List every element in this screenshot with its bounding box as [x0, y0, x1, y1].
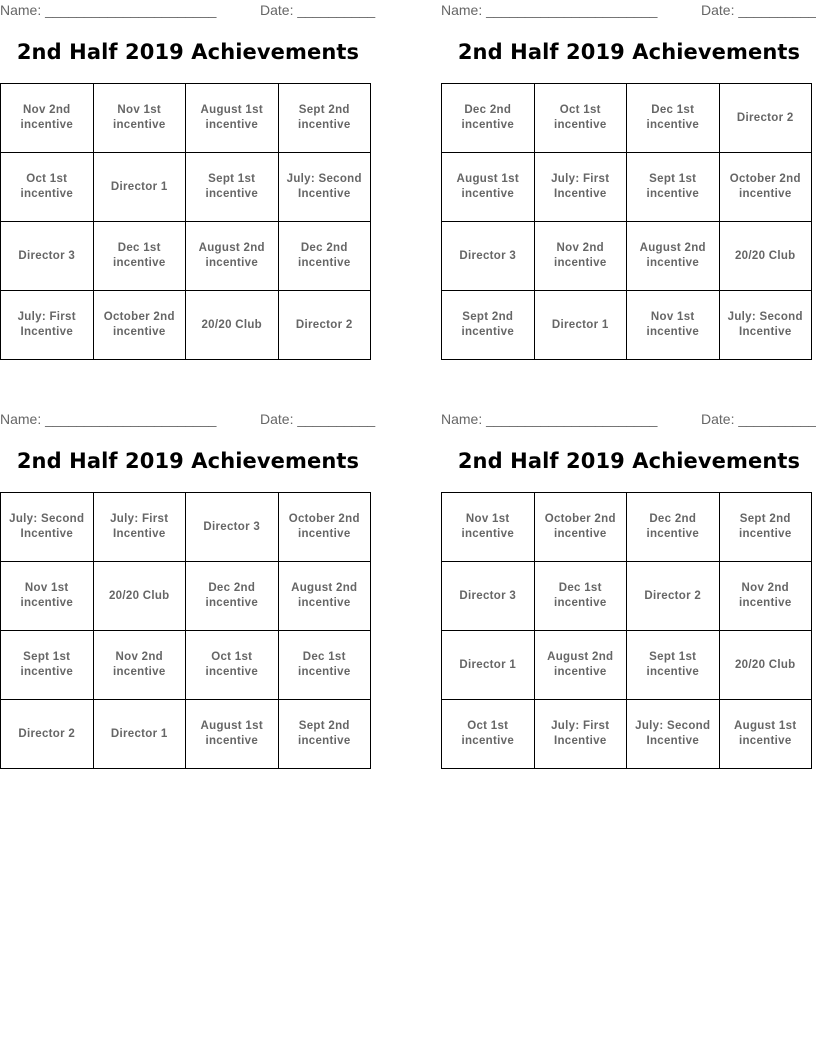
bingo-card [0, 0, 376, 338]
grid-cell: Dec 1st incentive [627, 84, 720, 153]
grid-row [442, 222, 812, 291]
grid-cell: August 2nd incentive [186, 222, 279, 291]
grid-cell: Director 3 [1, 222, 94, 291]
grid-row [442, 493, 812, 562]
card-title: 2nd Half 2019 Achievements [16, 40, 360, 64]
grid-cell: Sept 2nd incentive [278, 700, 371, 769]
grid-cell: August 2nd incentive [534, 631, 627, 700]
grid-row [1, 222, 371, 291]
bingo-card [0, 409, 376, 747]
grid-row [1, 493, 371, 562]
grid-cell: 20/20 Club [93, 562, 186, 631]
name-field-label: Name: ______________________ [0, 411, 217, 427]
date-field-label: Date: __________ [260, 411, 376, 427]
bingo-card [441, 409, 816, 747]
grid-cell: 20/20 Club [719, 631, 812, 700]
grid-cell: July: Second Incentive [1, 493, 94, 562]
grid-cell: Director 2 [1, 700, 94, 769]
grid-cell: October 2nd incentive [93, 291, 186, 360]
grid-cell: August 1st incentive [719, 700, 812, 769]
grid-cell: July: Second Incentive [627, 700, 720, 769]
card-header [441, 0, 816, 22]
date-field-label: Date: __________ [260, 2, 376, 18]
grid-cell: Director 1 [534, 291, 627, 360]
grid-cell: Nov 1st incentive [627, 291, 720, 360]
grid-cell: Director 3 [442, 562, 535, 631]
grid-row [442, 291, 812, 360]
grid-cell: August 1st incentive [186, 84, 279, 153]
date-field-label: Date: __________ [701, 411, 816, 427]
grid-cell: August 1st incentive [186, 700, 279, 769]
card-header [0, 0, 376, 22]
grid-cell: August 2nd incentive [627, 222, 720, 291]
grid-cell: Director 1 [93, 700, 186, 769]
name-field-label: Name: ______________________ [441, 411, 658, 427]
bingo-grid [0, 492, 371, 769]
grid-cell: Nov 2nd incentive [1, 84, 94, 153]
grid-cell: Nov 2nd incentive [534, 222, 627, 291]
grid-cell: Sept 1st incentive [627, 631, 720, 700]
grid-cell: July: First Incentive [1, 291, 94, 360]
grid-cell: 20/20 Club [186, 291, 279, 360]
grid-cell: Oct 1st incentive [442, 700, 535, 769]
grid-cell: Director 1 [442, 631, 535, 700]
grid-cell: Director 3 [186, 493, 279, 562]
grid-cell: Nov 2nd incentive [93, 631, 186, 700]
grid-cell: Director 2 [278, 291, 371, 360]
grid-cell: July: First Incentive [93, 493, 186, 562]
grid-cell: Nov 1st incentive [442, 493, 535, 562]
grid-row [1, 153, 371, 222]
card-title: 2nd Half 2019 Achievements [457, 40, 801, 64]
grid-row [1, 562, 371, 631]
grid-row [442, 153, 812, 222]
name-field-label: Name: ______________________ [0, 2, 217, 18]
bingo-grid [0, 83, 371, 360]
grid-cell: July: First Incentive [534, 153, 627, 222]
card-title: 2nd Half 2019 Achievements [16, 449, 360, 473]
grid-cell: Sept 2nd incentive [278, 84, 371, 153]
grid-cell: October 2nd incentive [719, 153, 812, 222]
card-header [0, 409, 376, 431]
grid-cell: Dec 1st incentive [278, 631, 371, 700]
grid-cell: Dec 2nd incentive [278, 222, 371, 291]
grid-cell: Nov 2nd incentive [719, 562, 812, 631]
grid-row [442, 631, 812, 700]
grid-cell: Sept 1st incentive [186, 153, 279, 222]
grid-cell: Sept 2nd incentive [442, 291, 535, 360]
card-header [441, 409, 816, 431]
grid-row [442, 700, 812, 769]
grid-cell: Dec 1st incentive [534, 562, 627, 631]
grid-row [1, 291, 371, 360]
grid-row [1, 84, 371, 153]
bingo-grid [441, 492, 812, 769]
grid-row [442, 84, 812, 153]
grid-cell: August 2nd incentive [278, 562, 371, 631]
card-title: 2nd Half 2019 Achievements [457, 449, 801, 473]
grid-cell: Director 2 [627, 562, 720, 631]
bingo-card [441, 0, 816, 338]
grid-cell: Sept 1st incentive [1, 631, 94, 700]
grid-cell: Nov 1st incentive [93, 84, 186, 153]
grid-cell: Oct 1st incentive [1, 153, 94, 222]
grid-row [1, 700, 371, 769]
grid-cell: August 1st incentive [442, 153, 535, 222]
grid-cell: Oct 1st incentive [534, 84, 627, 153]
grid-cell: 20/20 Club [719, 222, 812, 291]
grid-cell: July: Second Incentive [719, 291, 812, 360]
grid-row [1, 631, 371, 700]
grid-cell: Sept 2nd incentive [719, 493, 812, 562]
grid-cell: Dec 2nd incentive [186, 562, 279, 631]
grid-cell: Sept 1st incentive [627, 153, 720, 222]
grid-cell: Oct 1st incentive [186, 631, 279, 700]
grid-row [442, 562, 812, 631]
grid-cell: Dec 2nd incentive [627, 493, 720, 562]
grid-cell: Dec 2nd incentive [442, 84, 535, 153]
grid-cell: Director 1 [93, 153, 186, 222]
grid-cell: Director 3 [442, 222, 535, 291]
name-field-label: Name: ______________________ [441, 2, 658, 18]
grid-cell: Dec 1st incentive [93, 222, 186, 291]
date-field-label: Date: __________ [701, 2, 816, 18]
grid-cell: Nov 1st incentive [1, 562, 94, 631]
grid-cell: October 2nd incentive [278, 493, 371, 562]
grid-cell: July: First Incentive [534, 700, 627, 769]
grid-cell: October 2nd incentive [534, 493, 627, 562]
grid-cell: July: Second Incentive [278, 153, 371, 222]
grid-cell: Director 2 [719, 84, 812, 153]
bingo-grid [441, 83, 812, 360]
